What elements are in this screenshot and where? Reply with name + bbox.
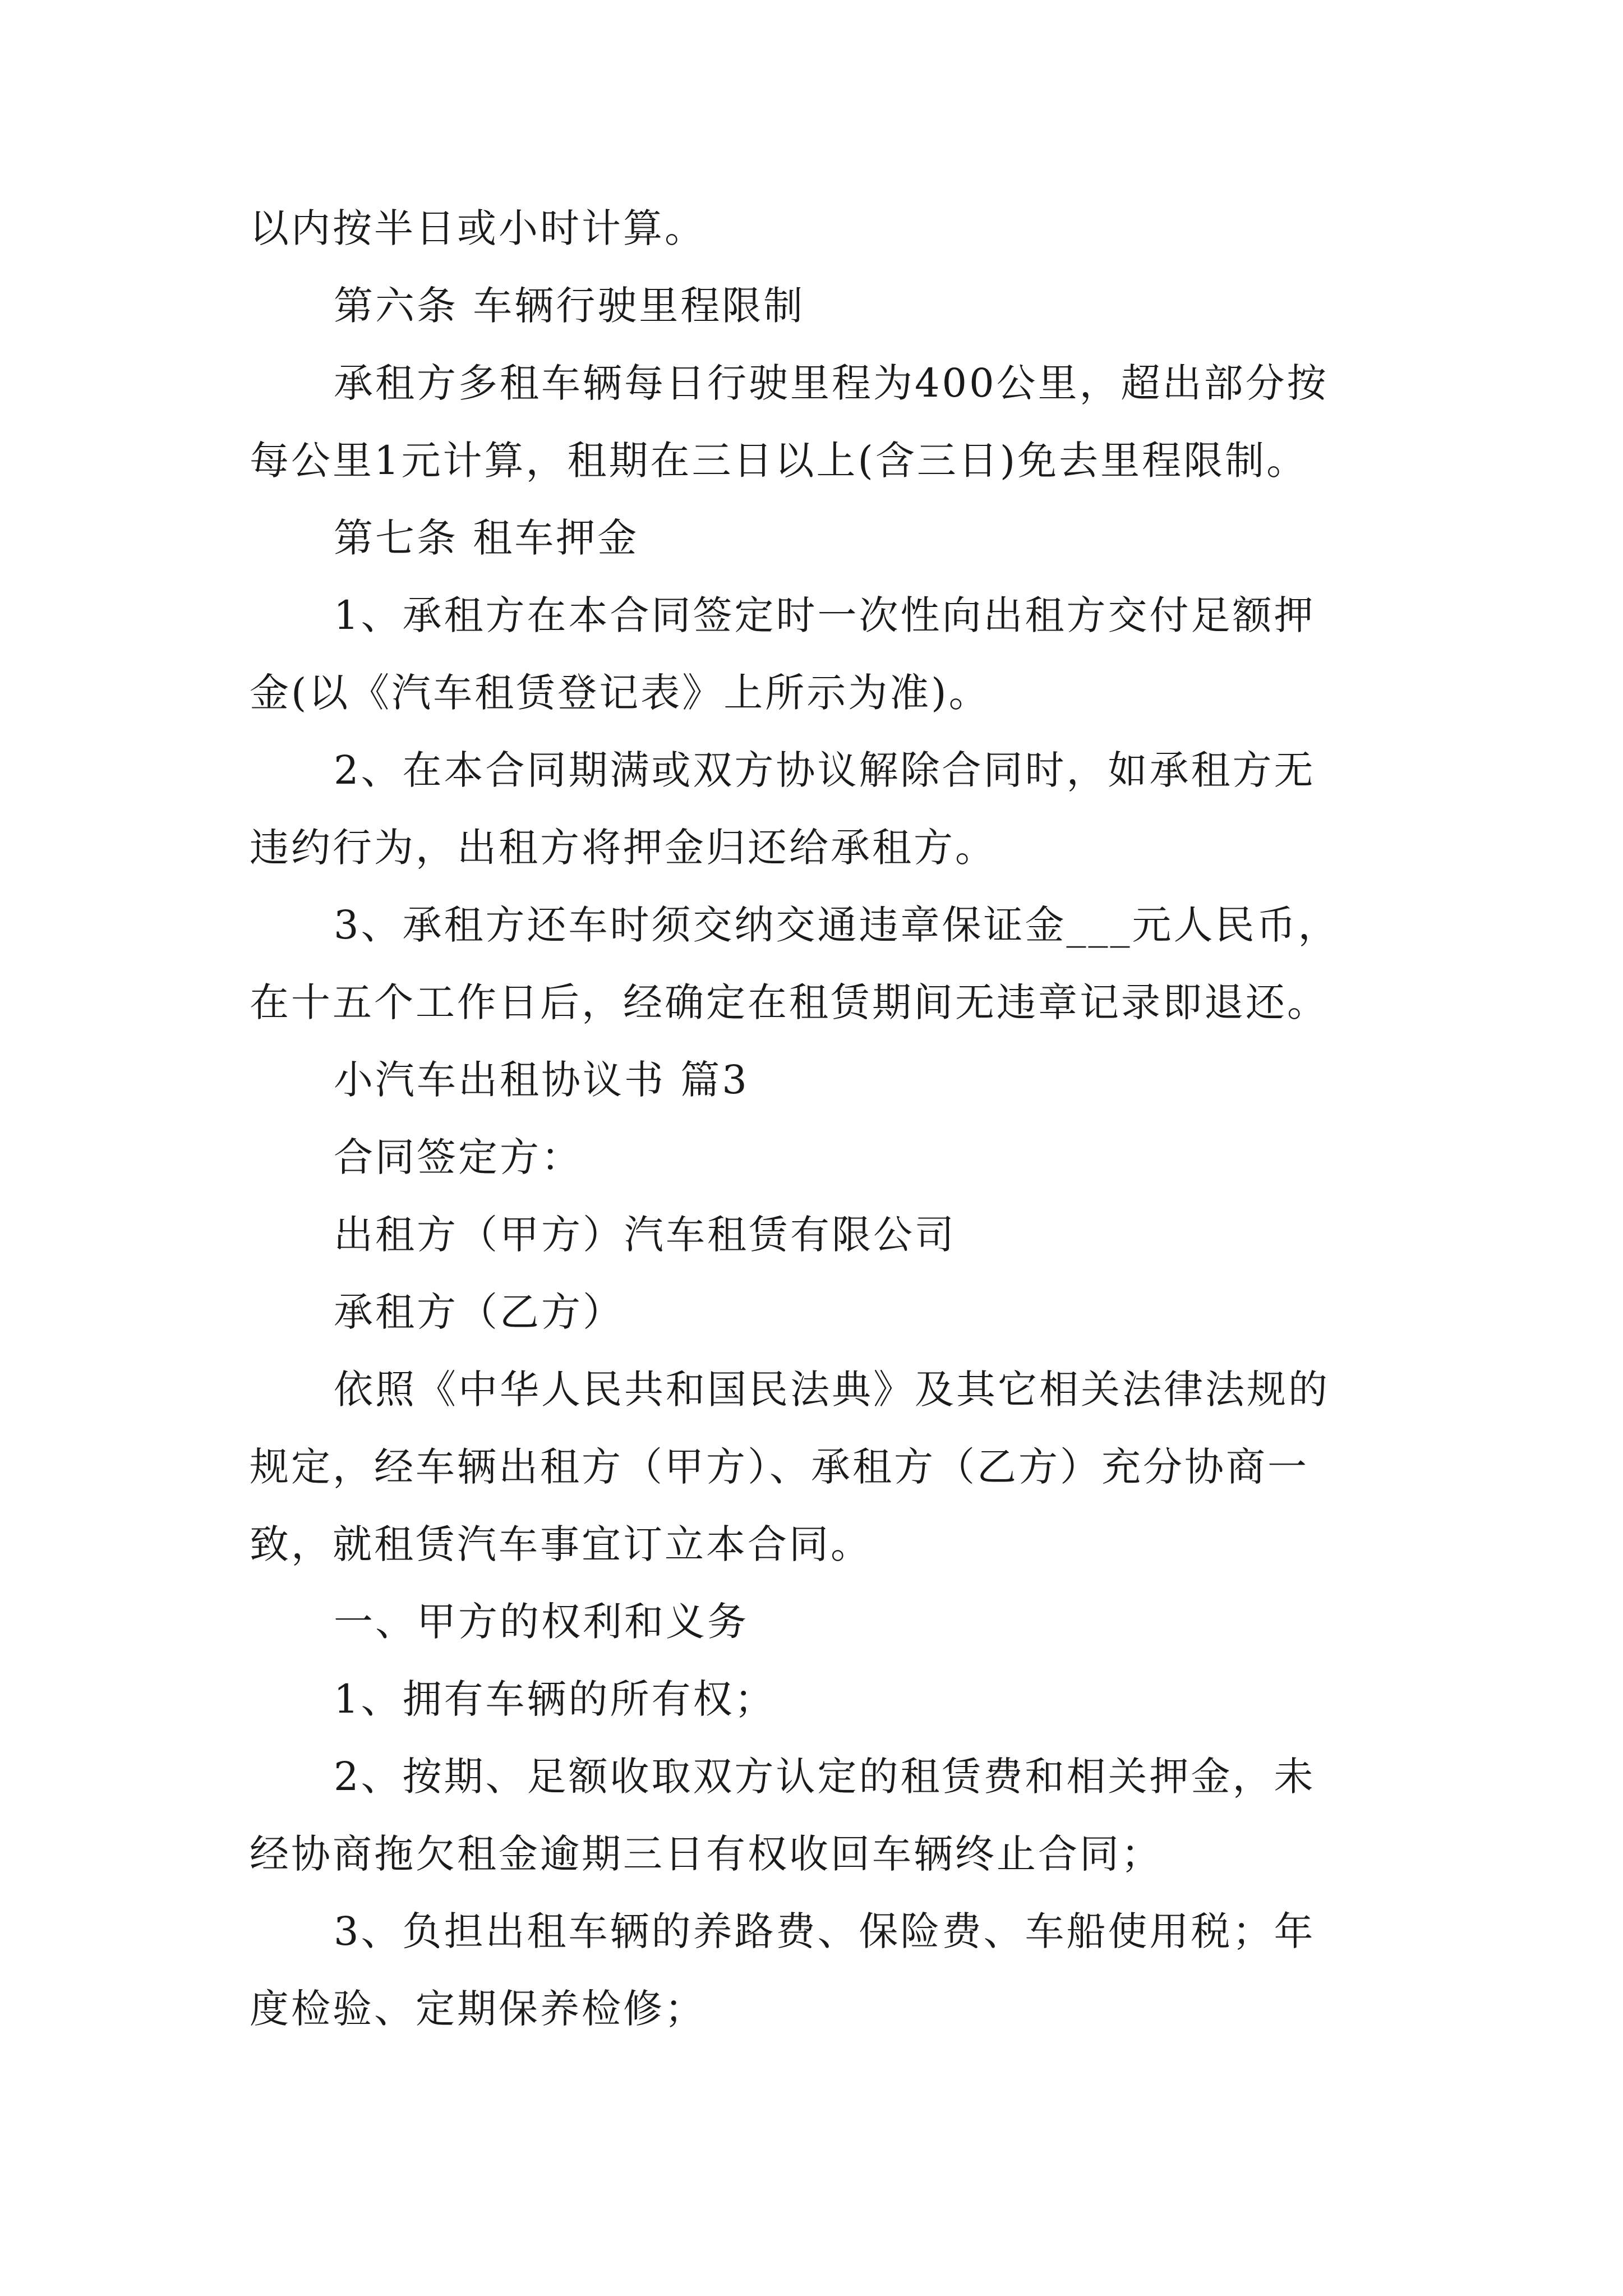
text-line: 1、承租方在本合同签定时一次性向出租方交付足额押 (334, 592, 1316, 638)
text-line: 3、负担出租车辆的养路费、保险费、车船使用税；年 (334, 1908, 1316, 1954)
text-line: 3、承租方还车时须交纳交通违章保证金___元人民币， (334, 902, 1340, 948)
document-body (250, 190, 1377, 2047)
paragraph (250, 190, 1377, 267)
paragraph (250, 1660, 1377, 1738)
text-line: 金(以《汽车租赁登记表》上所示为准)。 (250, 670, 990, 716)
text-line: 2、在本合同期满或双方协议解除合同时，如承租方无 (334, 747, 1316, 793)
paragraph (250, 731, 1377, 886)
paragraph (250, 499, 1377, 577)
text-line: 违约行为，出租方将押金归还给承租方。 (250, 825, 997, 871)
paragraph (250, 1041, 1377, 1119)
text-line: 依照《中华人民共和国民法典》及其它相关法律法规的 (334, 1366, 1330, 1412)
text-line: 承租方（乙方） (334, 1289, 624, 1335)
paragraph (250, 1583, 1377, 1660)
text-line: 一、甲方的权利和义务 (334, 1599, 749, 1645)
paragraph (250, 1893, 1377, 2047)
paragraph (250, 267, 1377, 344)
paragraph (250, 1351, 1377, 1583)
text-line: 第七条 租车押金 (334, 515, 639, 561)
text-line: 1、拥有车辆的所有权； (334, 1676, 776, 1722)
text-line: 每公里1元计算，租期在三日以上(含三日)免去里程限制。 (250, 438, 1308, 484)
paragraph (250, 344, 1377, 499)
text-line: 以内按半日或小时计算。 (250, 205, 706, 251)
paragraph (250, 1273, 1377, 1351)
text-line: 合同签定方： (334, 1134, 583, 1180)
paragraph (250, 1119, 1377, 1196)
text-line: 在十五个工作日后，经确定在租赁期间无违章记录即退还。 (250, 979, 1329, 1025)
text-line: 度检验、定期保养检修； (250, 1986, 706, 2032)
paragraph (250, 1738, 1377, 1893)
text-line: 小汽车出租协议书 篇3 (334, 1057, 749, 1103)
text-line: 承租方多租车辆每日行驶里程为400公里，超出部分按 (334, 360, 1329, 406)
text-line: 2、按期、足额收取双方认定的租赁费和相关押金，未 (334, 1754, 1316, 1800)
paragraph (250, 1196, 1377, 1273)
text-line: 规定，经车辆出租方（甲方）、承租方（乙方）充分协商一 (250, 1444, 1309, 1490)
text-line: 第六条 车辆行驶里程限制 (334, 283, 805, 329)
paragraph (250, 577, 1377, 731)
paragraph (250, 886, 1377, 1041)
text-line: 致，就租赁汽车事宜订立本合同。 (250, 1521, 872, 1567)
text-line: 出租方（甲方）汽车租赁有限公司 (334, 1212, 956, 1258)
text-line: 经协商拖欠租金逾期三日有权收回车辆终止合同； (250, 1831, 1163, 1877)
